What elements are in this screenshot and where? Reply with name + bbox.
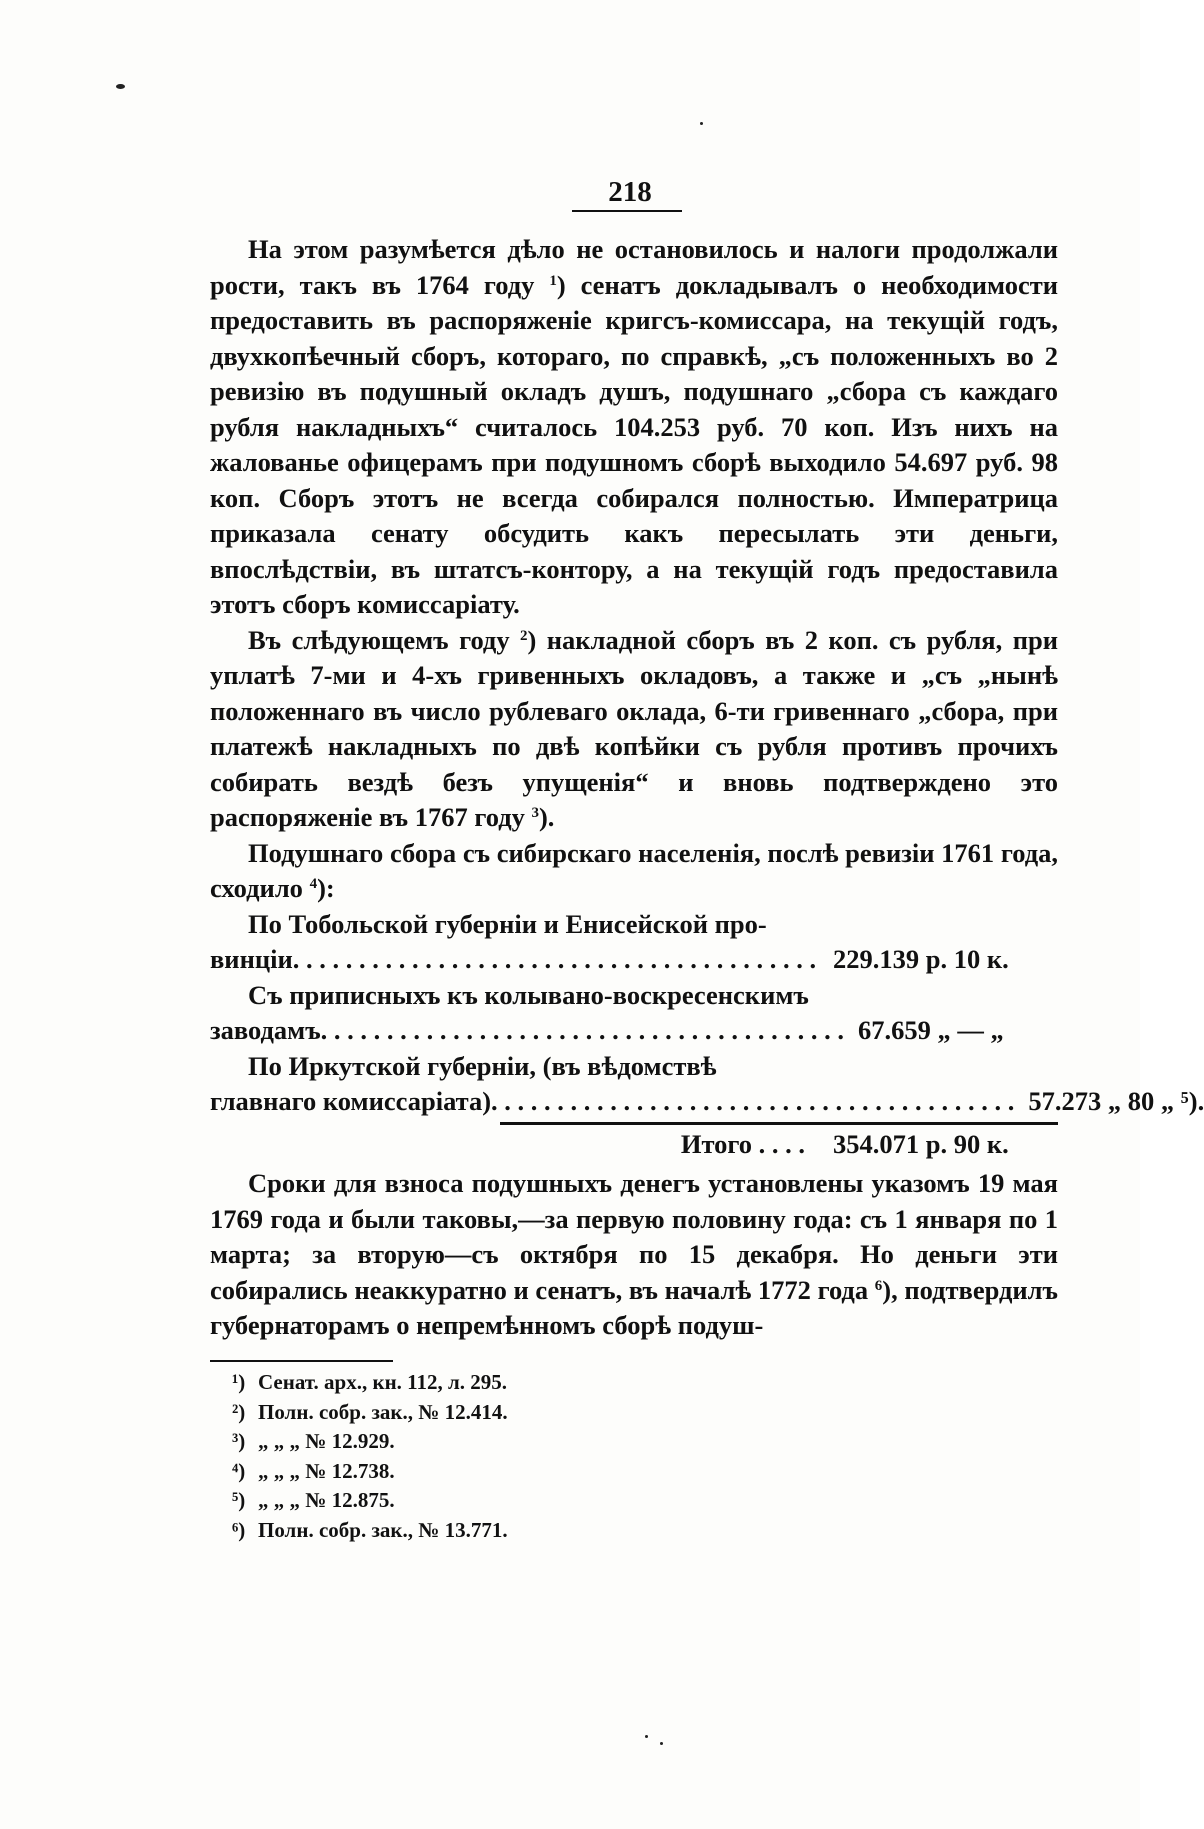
- tally-row: [210, 978, 1058, 1049]
- tally-row-label-line2: винціи: [210, 944, 293, 974]
- scan-speck: [116, 84, 125, 89]
- page-number: 218: [608, 176, 652, 208]
- tally-row-label-line1: По Иркутской губерніи, (въ вѣдомствѣ: [248, 1050, 717, 1081]
- total-row: [210, 1127, 1058, 1163]
- paragraph: [210, 623, 1058, 836]
- total-rule: [500, 1122, 1058, 1125]
- leader-dots: . . . . . . . . . . . . . . . . . . . . . . . . . . . . . . . . . . . . . . . .: [491, 1086, 1015, 1116]
- footnote-rule: [210, 1360, 393, 1362]
- tally-row: [210, 907, 1058, 978]
- paragraph-text: Сроки для взноса подушныхъ денегъ установлены указомъ 19 мая 1769 года и были таковы,—за первую половину года: съ 1 января по 1 марта; за вторую—съ октября по 15 декабря. Но деньги эти собирались неаккуратно и сенатъ, въ началѣ 1772 года: [210, 1168, 1058, 1305]
- tally-row-label: [210, 978, 844, 1049]
- total-value: 354.071 р. 90 к.: [833, 1128, 1009, 1159]
- footnote-text: „ „ „ № 12.929.: [258, 1429, 395, 1453]
- scan-speck: [700, 122, 703, 125]
- footnote: [232, 1427, 508, 1457]
- paragraph-text: ):: [317, 873, 335, 903]
- leader-dots: . . . . . . . . . . . . . . . . . . . . . . . . . . . . . . . . . . . . . . . .: [320, 1015, 845, 1045]
- tally-row-value: 229.139 р. 10 к.: [833, 944, 1009, 974]
- footnote-reference: 1: [549, 272, 557, 289]
- tax-tally-table: [210, 907, 1204, 1163]
- tally-row-value: 57.273 „ 80 „ ⁵).: [1028, 1086, 1204, 1116]
- footnote: [232, 1486, 508, 1516]
- paragraph-text: ) накладной сборъ въ 2 коп. съ рубля, при уплатѣ 7-ми и 4-хъ гривенныхъ окладовъ, а также и „съ „нынѣ положеннаго въ число рублеваго оклада, 6-ти гривеннаго „сбора, при платежѣ накладныхъ по двѣ копѣйки съ рубля противъ прочихъ собирать вездѣ безъ упущенія“ и вновь подтверждено это распоряженіе въ 1767 году: [210, 624, 1058, 832]
- paragraph-text: ) сенатъ докладывалъ о необходимости предоставить въ распоряженіе кригсъ-комиссара, на текущій годъ, двухкопѣечный сборъ, котораго, по справкѣ, „съ положенныхъ во 2 ревизію въ подушный окладъ душъ, подушнаго „сбора съ каждаго рубля накладныхъ“ считалось 104.253 руб. 70 коп. Изъ нихъ на жалованье офицерамъ при подушномъ сборѣ выходило 54.697 руб. 98 коп. Сборъ этотъ не всегда собирался полностью. Императрица приказала сенату обсудить какъ пересылать эти деньги, впослѣдствіи, въ штатсъ-контору, а на текущій годъ предоставила этотъ сборъ комиссаріату.: [210, 269, 1059, 619]
- tally-row-value: 67.659 „ — „: [858, 1015, 1004, 1045]
- scan-speck: [660, 1742, 663, 1745]
- paragraph-text: Подушнаго сбора съ сибирскаго населенія, послѣ ревизіи 1761 года, сходило: [210, 837, 1058, 903]
- page-number-underline: [572, 210, 682, 212]
- footnote-mark: ¹): [232, 1370, 246, 1394]
- footnote-reference: 3: [531, 805, 539, 821]
- footnote-text: „ „ „ № 12.875.: [258, 1488, 395, 1512]
- footnote-mark: ⁴): [232, 1458, 246, 1483]
- tally-row-label-line2: заводамъ: [210, 1015, 321, 1045]
- tally-row-label-line1: По Тобольской губерніи и Енисейской про-: [248, 908, 767, 939]
- tally-row-label: [210, 907, 819, 978]
- footnote: [232, 1368, 508, 1398]
- paragraph-text: ).: [538, 802, 555, 832]
- body-text: [210, 232, 1204, 1344]
- footnote: [232, 1457, 508, 1487]
- leader-dots: . . . . . . . . . . . . . . . . . . . . . . . . . . . . . . . . . . . . . . . .: [292, 944, 817, 974]
- paragraph-text: Въ слѣдующемъ году: [248, 624, 521, 655]
- footnote: [232, 1516, 508, 1546]
- paragraph: [210, 1166, 1058, 1344]
- footnote: [232, 1398, 508, 1428]
- tally-row-label-line1: Съ приписныхъ къ колывано-воскресенскимъ: [248, 979, 809, 1010]
- footnote-reference: 4: [309, 876, 318, 892]
- footnote-mark: ²): [232, 1399, 246, 1424]
- footnote-text: Полн. собр. зак., № 13.771.: [258, 1517, 508, 1542]
- footnote-text: Полн. собр. зак., № 12.414.: [258, 1399, 508, 1424]
- scan-speck: [645, 1735, 648, 1738]
- footnote-reference: 6: [874, 1277, 883, 1294]
- tally-row-label-line2: главнаго комиссаріата): [210, 1086, 492, 1116]
- paragraph-text: ), подтвердилъ губернаторамъ о непремѣнномъ сборѣ подуш-: [210, 1274, 1058, 1340]
- tally-row-label: [210, 1049, 1014, 1120]
- footnote-mark: ⁶): [232, 1517, 246, 1542]
- tally-row: [210, 1049, 1204, 1120]
- paragraph: [210, 232, 1058, 623]
- footnote-mark: ⁵): [232, 1488, 246, 1512]
- paragraph: [210, 836, 1058, 907]
- footnotes: [232, 1368, 508, 1545]
- paragraph-text: На этом разумѣется дѣло не остановилось и налоги продолжали рости, такъ въ 1764 году: [210, 234, 1058, 300]
- total-label: Итого . . . .: [680, 1128, 805, 1159]
- footnote-reference: 2: [520, 627, 528, 644]
- footnote-text: Сенат. арх., кн. 112, л. 295.: [258, 1370, 508, 1394]
- footnote-text: „ „ „ № 12.738.: [258, 1458, 395, 1483]
- footnote-mark: ³): [232, 1429, 246, 1453]
